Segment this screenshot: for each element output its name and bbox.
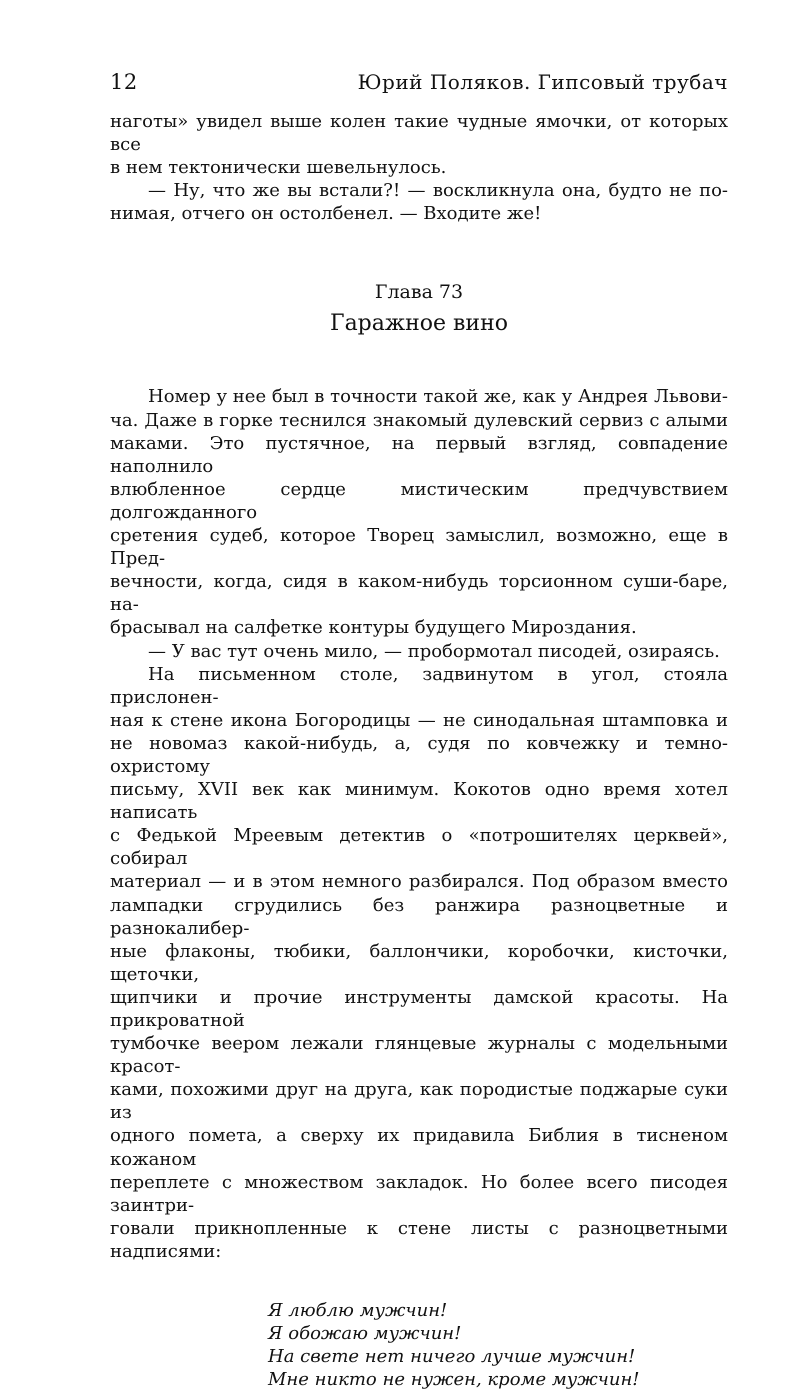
running-title: Юрий Поляков. Гипсовый трубач bbox=[357, 70, 728, 94]
inscriptions-poem bbox=[110, 1299, 728, 1391]
text-line: тумбочке веером лежали глянцевые журналы с модельными красот- bbox=[110, 1033, 728, 1078]
text-line: с Федькой Мреевым детектив о «потрошителях церквей», собирал bbox=[110, 825, 728, 870]
paragraph-2 bbox=[110, 640, 728, 663]
text-line: брасывал на салфетке контуры будущего Мироздания. bbox=[110, 617, 637, 639]
running-head bbox=[110, 70, 728, 110]
poem-line: Я люблю мужчин! bbox=[268, 1300, 448, 1322]
text-line: На письменном столе, задвинутом в угол, стояла прислонен- bbox=[110, 663, 728, 708]
text-line: в нем тектонически шевельнулось. bbox=[110, 157, 447, 179]
text-line: не новомаз какой-нибудь, а, судя по ковчежку и темно-охристому bbox=[110, 732, 728, 777]
poem-line: Мне никто не нужен, кроме мужчин! bbox=[268, 1369, 640, 1391]
paragraph-3 bbox=[110, 663, 728, 1263]
text-line: материал — и в этом немного разбирался. Под образом вместо bbox=[110, 871, 728, 893]
intro-paragraph-2 bbox=[110, 179, 728, 225]
intro-paragraph-1 bbox=[110, 110, 728, 179]
text-line: маками. Это пустячное, на первый взгляд, совпадение наполнило bbox=[110, 432, 728, 477]
page-number: 12 bbox=[110, 70, 138, 94]
text-line: — У вас тут очень мило, — пробормотал писодей, озираясь. bbox=[148, 640, 720, 662]
text-line: влюбленное сердце мистическим предчувствием долгожданного bbox=[110, 478, 728, 523]
text-line: письму, XVII век как минимум. Кокотов одно время хотел написать bbox=[110, 779, 728, 824]
chapter-number: Глава 73 bbox=[374, 281, 464, 304]
text-line: ча. Даже в горке теснился знакомый дулевский сервиз с алыми bbox=[110, 409, 728, 431]
text-line: переплете с множеством закладок. Но более всего писодея заинтри- bbox=[110, 1171, 728, 1216]
text-line: ная к стене икона Богородицы — не синодальная штамповка и bbox=[110, 709, 728, 731]
poem-line: Я обожаю мужчин! bbox=[268, 1323, 462, 1345]
text-line: одного помета, а сверху их придавила Библия в тисненом кожаном bbox=[110, 1125, 728, 1170]
text-line: щипчики и прочие инструменты дамской красоты. На прикроватной bbox=[110, 986, 728, 1031]
book-page bbox=[110, 70, 728, 1391]
paragraph-1 bbox=[110, 385, 728, 639]
text-line: сретения судеб, которое Творец замыслил, возможно, еще в Пред- bbox=[110, 525, 728, 570]
text-line: вечности, когда, сидя в каком-нибудь торсионном суши-баре, на- bbox=[110, 571, 728, 616]
text-line: лампадки сгрудились без ранжира разноцветные и разнокалибер- bbox=[110, 894, 728, 939]
text-line: — Ну, что же вы встали?! — воскликнула она, будто не по- bbox=[148, 180, 728, 202]
text-line: ками, похожими друг на друга, как породистые поджарые суки из bbox=[110, 1079, 728, 1124]
text-line: наготы» увидел выше колен такие чудные ямочки, от которых все bbox=[110, 111, 728, 156]
text-line: нимая, отчего он остолбенел. — Входите же! bbox=[110, 203, 542, 225]
text-line: Номер у нее был в точности такой же, как у Андрея Львови- bbox=[148, 386, 728, 408]
text-line: ные флаконы, тюбики, баллончики, коробочки, кисточки, щеточки, bbox=[110, 940, 728, 985]
chapter-title: Гаражное вино bbox=[330, 311, 508, 337]
text-line: говали прикнопленные к стене листы с разноцветными надписями: bbox=[110, 1217, 728, 1262]
poem-line: На свете нет ничего лучше мужчин! bbox=[268, 1346, 636, 1368]
